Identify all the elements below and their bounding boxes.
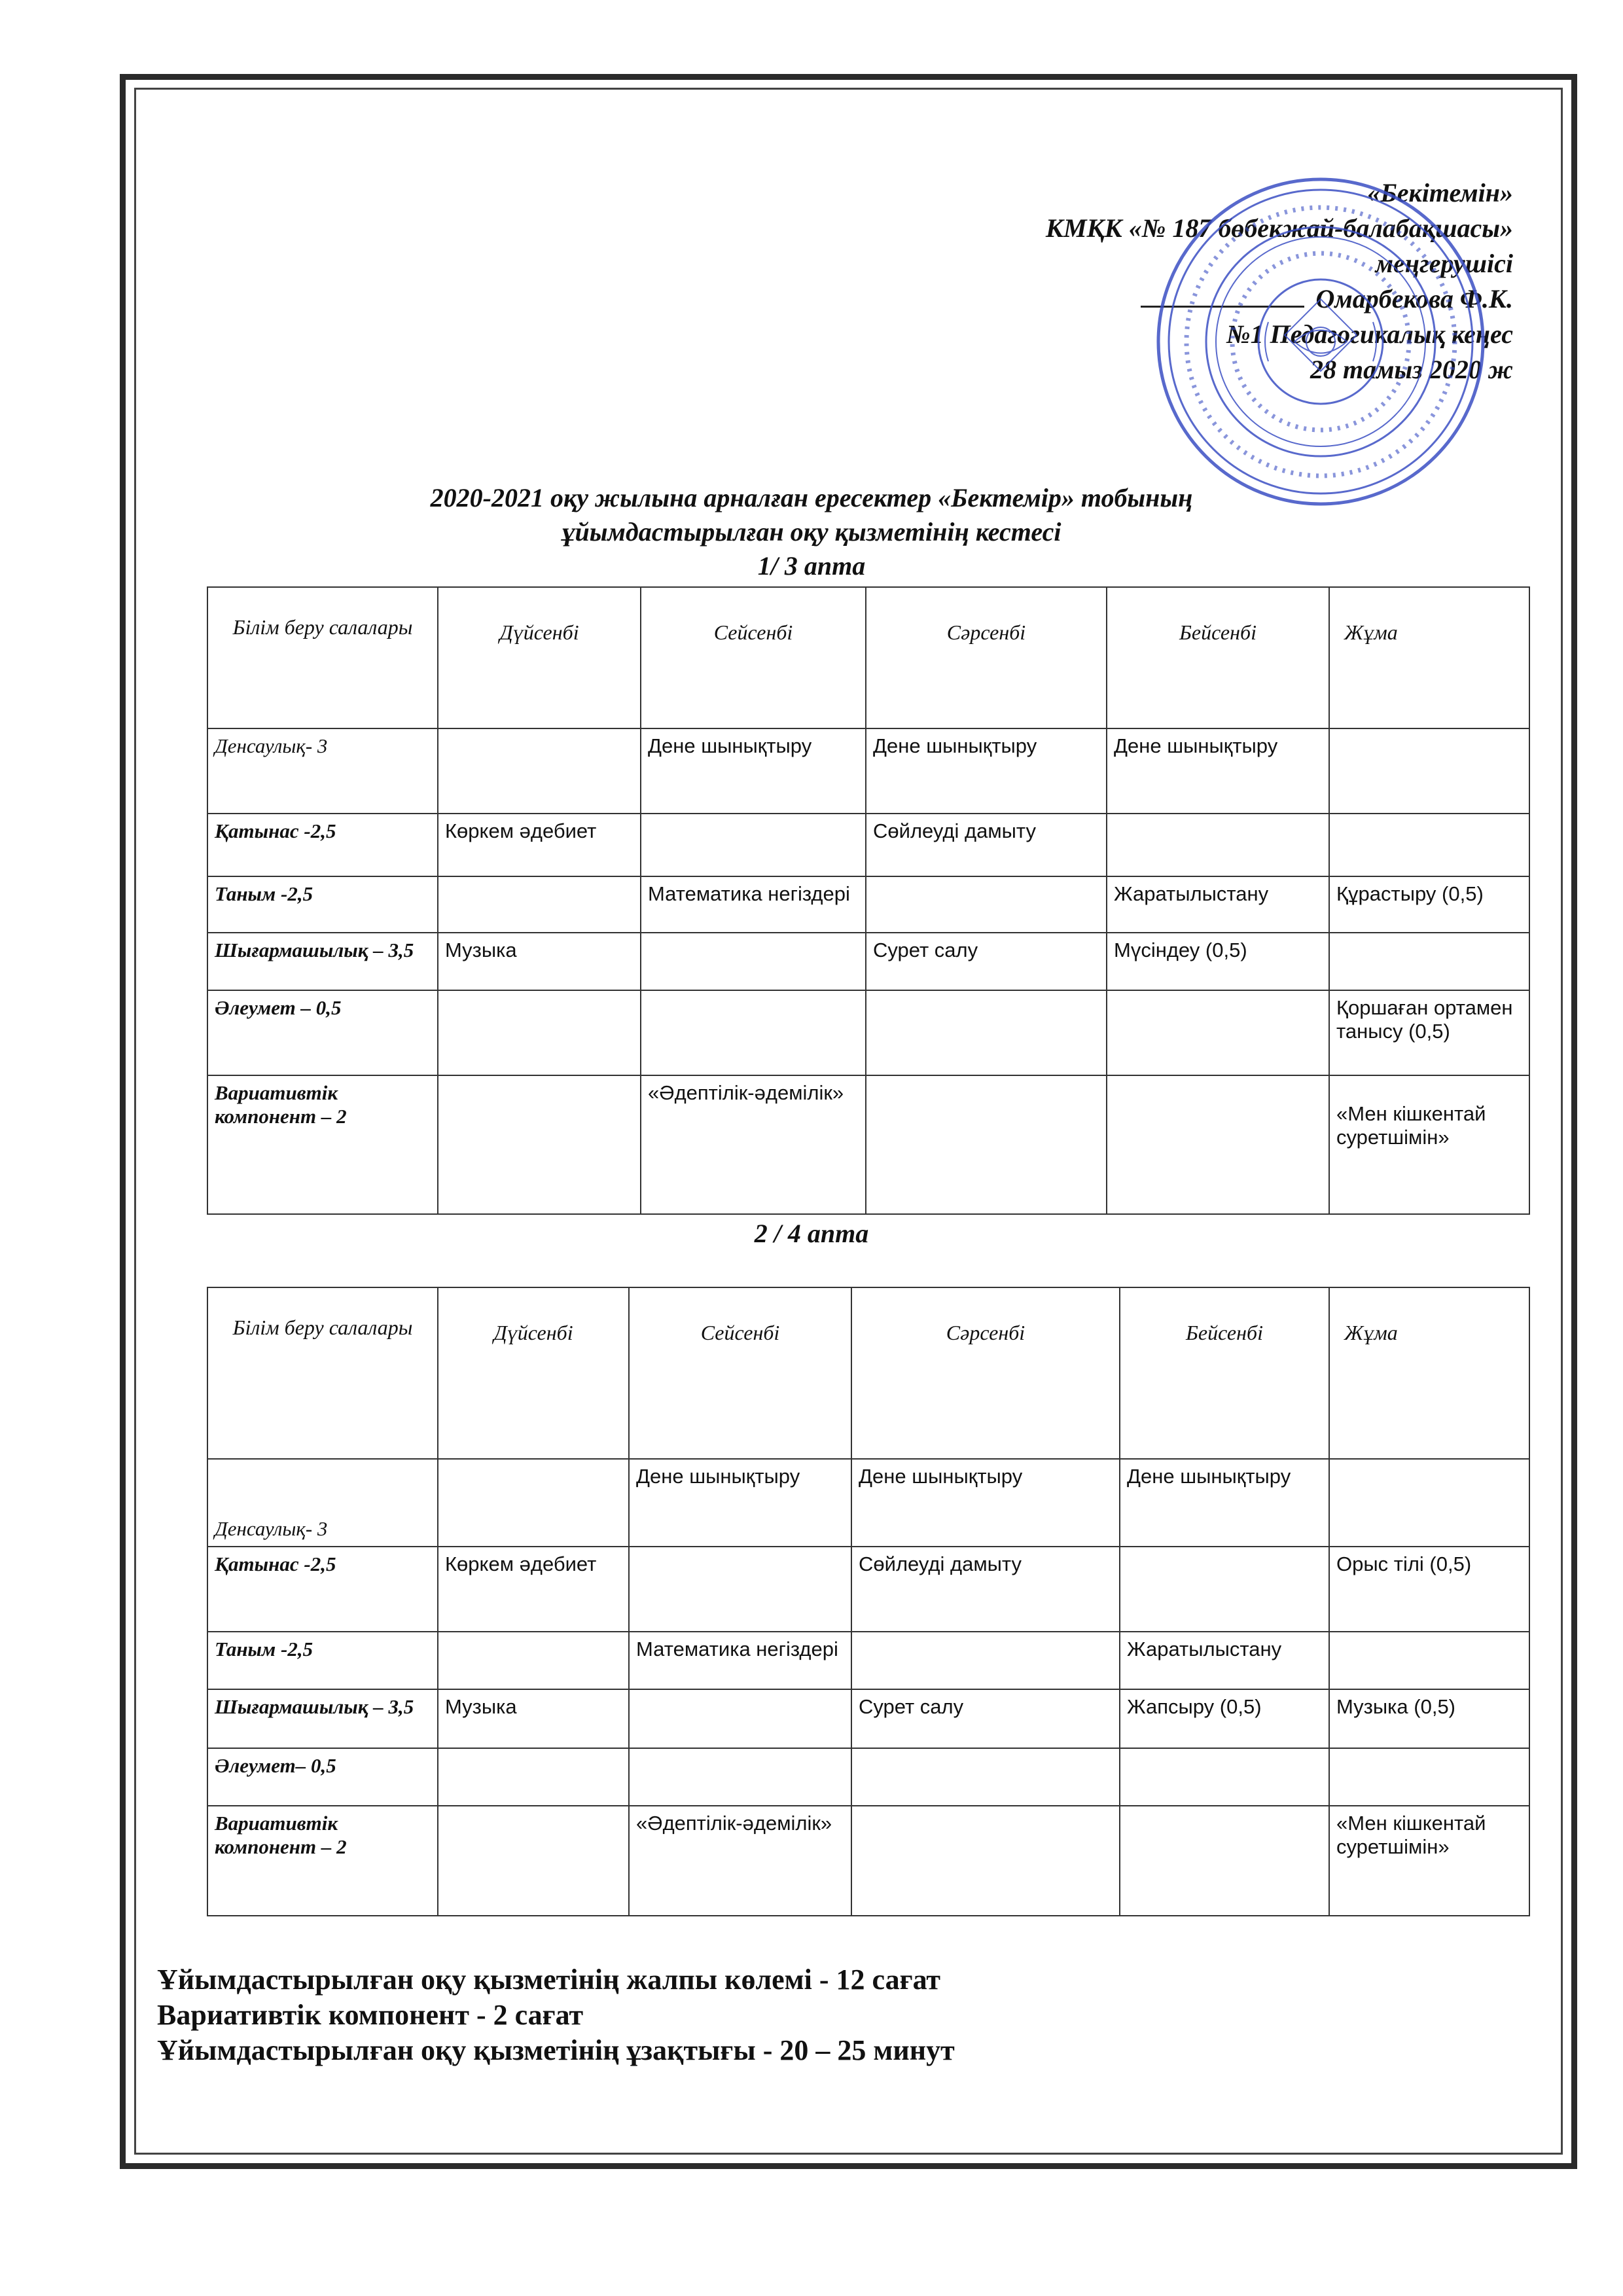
table-cell: Дене шынықтыру [641, 728, 866, 814]
table-cell [1329, 933, 1529, 990]
table-cell [1107, 990, 1329, 1075]
table-cell [641, 990, 866, 1075]
table-cell: Дене шынықтыру [851, 1459, 1120, 1547]
table-cell [438, 990, 641, 1075]
table-cell: Сөйлеуді дамыту [851, 1547, 1120, 1632]
table-cell: Жапсыру (0,5) [1120, 1689, 1329, 1748]
table-row [207, 1459, 1529, 1547]
week-label-2-4: 2 / 4 апта [754, 1219, 869, 1248]
header-thursday: Бейсенбі [1107, 587, 1329, 728]
table-cell: Мүсіндеу (0,5) [1107, 933, 1329, 990]
table-row [207, 933, 1529, 990]
table-cell [866, 990, 1107, 1075]
table-row [207, 1689, 1529, 1748]
table-header-row [207, 1287, 1529, 1459]
document-title-line1: 2020-2021 оқу жылына арналған ересектер «Бектемір» тобының [430, 483, 1193, 512]
header-education-areas: Білім беру салалары [207, 1287, 438, 1459]
table-cell [1329, 1632, 1529, 1689]
table-cell: Дене шынықтыру [1120, 1459, 1329, 1547]
table-cell: «Мен кішкентай суретшімін» [1329, 1075, 1529, 1214]
table-cell [438, 876, 641, 933]
table-cell: Музыка [438, 1689, 629, 1748]
row-label: Әлеумет – 0,5 [207, 990, 438, 1075]
row-label: Таным -2,5 [207, 1632, 438, 1689]
row-label: Вариативтік компонент – 2 [207, 1806, 438, 1916]
summary-total-volume: Ұйымдастырылған оқу қызметінің жалпы көлемі - 12 сағат [157, 1964, 941, 1996]
table-cell: «Мен кішкентай суретшімін» [1329, 1806, 1529, 1916]
table-cell: Көркем әдебиет [438, 1547, 629, 1632]
header-thursday: Бейсенбі [1120, 1287, 1329, 1459]
table-row [207, 1547, 1529, 1632]
row-label: Әлеумет– 0,5 [207, 1748, 438, 1806]
table-row [207, 1632, 1529, 1689]
table-cell [438, 1632, 629, 1689]
header-monday: Дүйсенбі [438, 587, 641, 728]
table-cell: Сурет салу [866, 933, 1107, 990]
approval-council: №1 Педагогикалық кеңес [1226, 319, 1513, 349]
table-row [207, 814, 1529, 876]
table-row [207, 1075, 1529, 1214]
table-cell [1107, 1075, 1329, 1214]
header-education-areas: Білім беру салалары [207, 587, 438, 728]
approval-position: меңгерушісі [1375, 249, 1513, 278]
table-row [207, 1806, 1529, 1916]
document-title-line2: ұйымдастырылған оқу қызметінің кестесі [562, 517, 1061, 547]
header-wednesday: Сәрсенбі [851, 1287, 1120, 1459]
approval-name: Омарбекова Ф.К. [1315, 284, 1513, 314]
summary-variative-component: Вариативтік компонент - 2 сағат [157, 1999, 584, 2031]
table-cell [629, 1748, 851, 1806]
header-tuesday: Сейсенбі [629, 1287, 851, 1459]
table-cell [438, 728, 641, 814]
approval-heading: «Бекітемін» [1367, 178, 1513, 207]
table-cell: Көркем әдебиет [438, 814, 641, 876]
table-cell: Сөйлеуді дамыту [866, 814, 1107, 876]
table-row [207, 876, 1529, 933]
row-label: Қатынас -2,5 [207, 814, 438, 876]
table-cell: Математика негіздері [629, 1632, 851, 1689]
table-cell: «Әдептілік-әдемілік» [629, 1806, 851, 1916]
table-cell: Жаратылыстану [1107, 876, 1329, 933]
table-cell [438, 1748, 629, 1806]
header-friday: Жұма [1329, 587, 1529, 728]
table-row [207, 728, 1529, 814]
table-cell: Дене шынықтыру [629, 1459, 851, 1547]
table-cell [438, 1459, 629, 1547]
table-cell [851, 1748, 1120, 1806]
table-row [207, 990, 1529, 1075]
table-cell: Музыка (0,5) [1329, 1689, 1529, 1748]
row-label: Денсаулық- 3 [207, 728, 438, 814]
table-cell [1120, 1806, 1329, 1916]
table-cell: «Әдептілік-әдемілік» [641, 1075, 866, 1214]
table-cell [1329, 1459, 1529, 1547]
table-cell [1120, 1748, 1329, 1806]
table-cell [1329, 1748, 1529, 1806]
table-cell: Сурет салу [851, 1689, 1120, 1748]
table-cell: Музыка [438, 933, 641, 990]
table-cell [438, 1075, 641, 1214]
table-header-row [207, 587, 1529, 728]
row-label: Шығармашылық – 3,5 [207, 1689, 438, 1748]
table-cell [1329, 814, 1529, 876]
approval-date: 28 тамыз 2020 ж [1310, 355, 1513, 384]
header-monday: Дүйсенбі [438, 1287, 629, 1459]
table-cell [641, 933, 866, 990]
table-cell [851, 1632, 1120, 1689]
table-cell [1107, 814, 1329, 876]
summary-duration: Ұйымдастырылған оқу қызметінің ұзақтығы - 20 – 25 минут [157, 2034, 955, 2066]
header-friday: Жұма [1329, 1287, 1529, 1459]
table-cell: Орыс тілі (0,5) [1329, 1547, 1529, 1632]
table-cell [438, 1806, 629, 1916]
schedule-table-week-1-3 [207, 586, 1530, 1215]
table-cell [866, 1075, 1107, 1214]
table-cell: Дене шынықтыру [1107, 728, 1329, 814]
official-stamp [1150, 171, 1491, 512]
row-label: Таным -2,5 [207, 876, 438, 933]
table-cell [866, 876, 1107, 933]
table-cell: Жаратылыстану [1120, 1632, 1329, 1689]
week-label-1-3: 1/ 3 апта [757, 551, 866, 581]
table-cell: Қоршаған ортамен танысу (0,5) [1329, 990, 1529, 1075]
table-cell [851, 1806, 1120, 1916]
table-row [207, 1748, 1529, 1806]
table-cell [1120, 1547, 1329, 1632]
row-label: Шығармашылық – 3,5 [207, 933, 438, 990]
header-wednesday: Сәрсенбі [866, 587, 1107, 728]
table-cell [629, 1547, 851, 1632]
header-tuesday: Сейсенбі [641, 587, 866, 728]
row-label: Вариативтік компонент – 2 [207, 1075, 438, 1214]
row-label: Денсаулық- 3 [207, 1459, 438, 1547]
approval-organization: КМҚК «№ 187 бөбекжай-балабақшасы» [1045, 213, 1513, 243]
table-cell: Құрастыру (0,5) [1329, 876, 1529, 933]
row-label: Қатынас -2,5 [207, 1547, 438, 1632]
table-cell [1329, 728, 1529, 814]
table-cell [629, 1689, 851, 1748]
table-cell: Дене шынықтыру [866, 728, 1107, 814]
table-cell: Математика негіздері [641, 876, 866, 933]
table-cell [641, 814, 866, 876]
summary-block [157, 1962, 955, 2068]
schedule-table-week-2-4 [207, 1287, 1530, 1916]
